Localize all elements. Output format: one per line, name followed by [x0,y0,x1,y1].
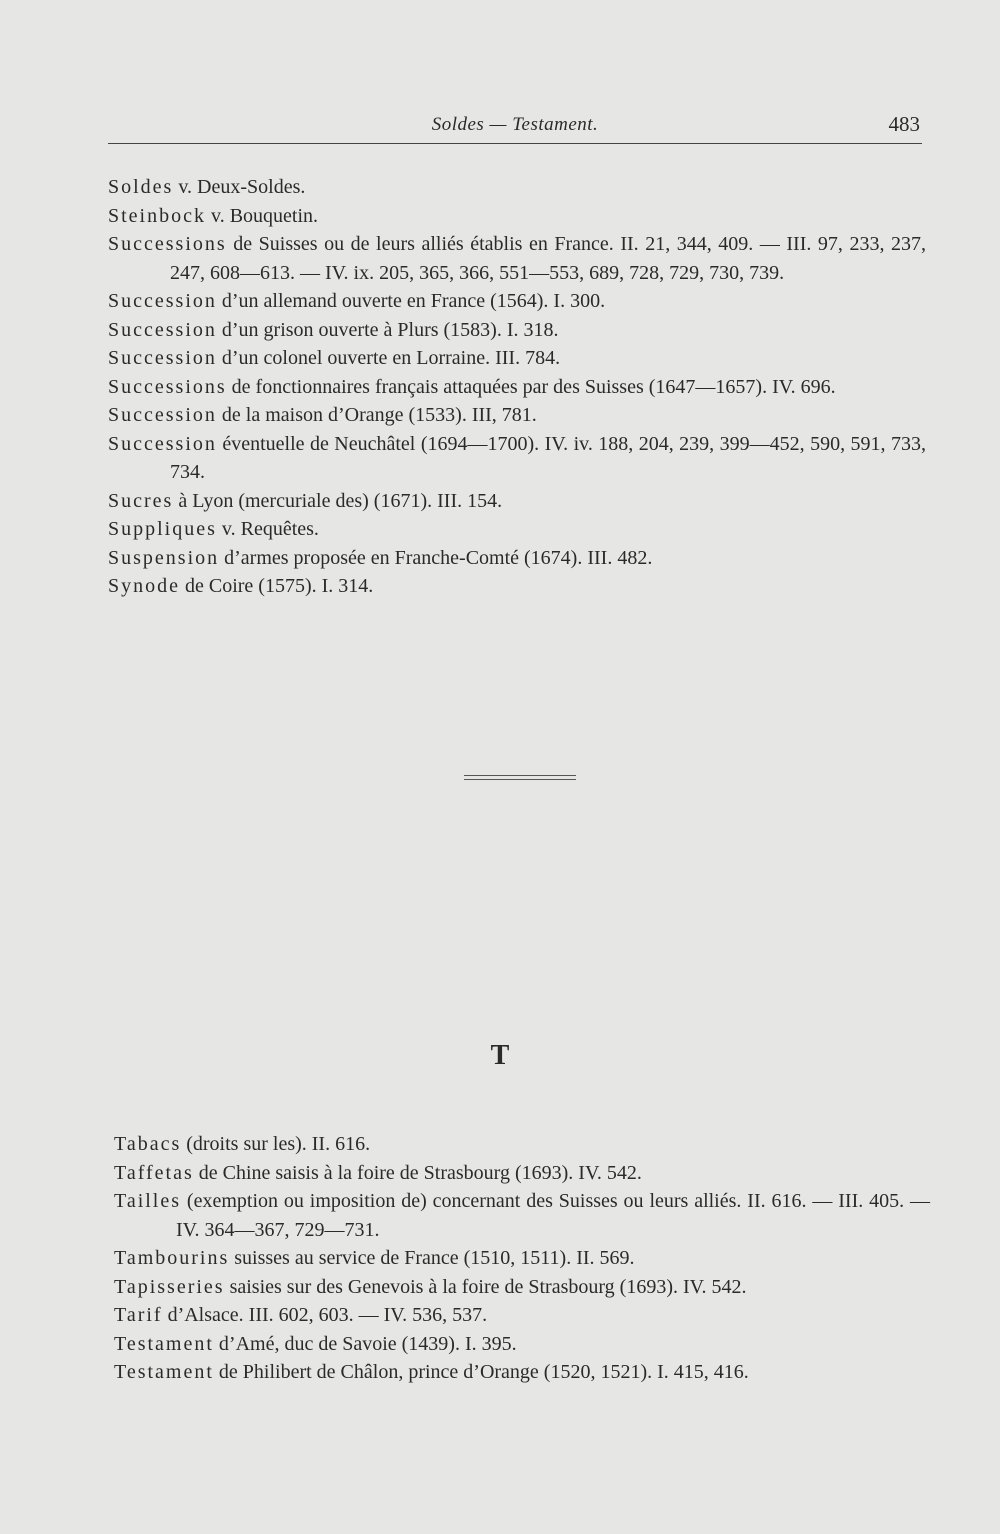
index-entry [114,1130,930,1159]
index-entry [114,1330,930,1359]
index-entry [108,544,926,573]
index-entry [108,230,926,287]
entry-text: d’armes proposée en Franche-Comté (1674). III. 482. [219,546,653,569]
entry-text: à Lyon (mercuriale des) (1671). III. 154. [173,489,503,512]
entry-text: d’Amé, duc de Savoie (1439). I. 395. [213,1332,517,1355]
entry-keyword: Soldes [108,176,174,198]
index-entry [108,373,926,402]
entry-keyword: Testament [114,1332,214,1355]
entry-keyword: Suspension [108,546,220,569]
entry-keyword: Steinbock [108,204,206,227]
entry-keyword: Succession [108,318,217,341]
entry-text: v. Bouquetin. [206,204,319,227]
index-entry [108,401,926,430]
index-entry [108,287,926,316]
running-head-title: Soldes — Testament. [431,114,599,135]
index-entry [114,1187,930,1244]
entry-keyword: Succession [108,290,217,312]
page-number: 483 [888,112,920,136]
entry-keyword: Successions [108,375,227,398]
index-entry [108,173,926,202]
entry-keyword: Successions [108,233,227,255]
index-entry [108,202,926,231]
entry-text: (exemption ou imposition de) concernant des Suisses ou leurs alliés. II. 616. — III. 405. — IV. 364—367, 729—731. [176,1190,930,1241]
entry-text: de la maison d’Orange (1533). III, 781. [216,404,537,426]
entry-text: de Philibert de Châlon, prince d’Orange (1520, 1521). I. 415, 416. [213,1361,749,1383]
index-entry [108,430,926,487]
entry-text: d’un allemand ouverte en France (1564). I. 300. [216,290,606,312]
entry-text: v. Requêtes. [216,518,319,540]
index-entry [108,487,926,516]
entry-keyword: Tabacs [114,1133,182,1155]
entry-text: éventuelle de Neuchâtel (1694—1700). IV. iv. 188, 204, 239, 399—452, 590, 591, 733, 734. [170,432,926,483]
index-entry [114,1244,930,1273]
entry-text: d’un colonel ouverte en Lorraine. III. 784. [216,347,561,369]
entry-keyword: Succession [108,404,217,426]
entry-keyword: Succession [108,347,217,369]
index-entry [108,515,926,544]
index-entry [108,344,926,373]
entry-keyword: Taffetas [114,1161,194,1184]
index-entry [114,1358,930,1387]
entry-keyword: Testament [114,1361,214,1383]
entry-text: de Coire (1575). I. 314. [180,575,374,597]
header-rule [108,143,922,144]
entry-text: de fonctionnaires français attaquées par des Suisses (1647—1657). IV. 696. [226,375,836,398]
entry-keyword: Succession [108,432,217,455]
entry-text: d’Alsace. III. 602, 603. — IV. 536, 537. [162,1304,488,1326]
entry-text: saisies sur des Genevois à la foire de Strasbourg (1693). IV. 542. [224,1275,747,1298]
entry-text: de Suisses ou de leurs alliés établis en France. II. 21, 344, 409. — III. 97, 233, 237, 247, 608—613. — IV. ix. 205, 365, 366, 551—553, 689, 728, 729, 730, 739. [170,233,926,284]
entry-keyword: Tarif [114,1304,163,1326]
index-entry [114,1301,930,1330]
entry-text: d’un grison ouverte à Plurs (1583). I. 318. [216,318,559,341]
entry-keyword: Tapisseries [114,1275,225,1298]
entry-text: v. Deux-Soldes. [173,176,306,198]
entry-keyword: Synode [108,575,180,597]
section-letter-heading: T [490,1040,510,1071]
index-section-s [108,173,926,601]
entry-keyword: Tailles [114,1190,182,1212]
running-head [108,112,922,142]
section-divider [464,775,576,783]
index-entry [108,316,926,345]
entry-text: suisses au service de France (1510, 1511). II. 569. [229,1247,635,1269]
index-entry [108,572,926,601]
entry-text: de Chine saisis à la foire de Strasbourg (1693). IV. 542. [193,1161,642,1184]
entry-keyword: Sucres [108,489,174,512]
entry-keyword: Suppliques [108,518,217,540]
entry-keyword: Tambourins [114,1247,230,1269]
index-section-t [114,1130,930,1387]
index-entry [114,1273,930,1302]
entry-text: (droits sur les). II. 616. [181,1133,371,1155]
index-entry [114,1159,930,1188]
